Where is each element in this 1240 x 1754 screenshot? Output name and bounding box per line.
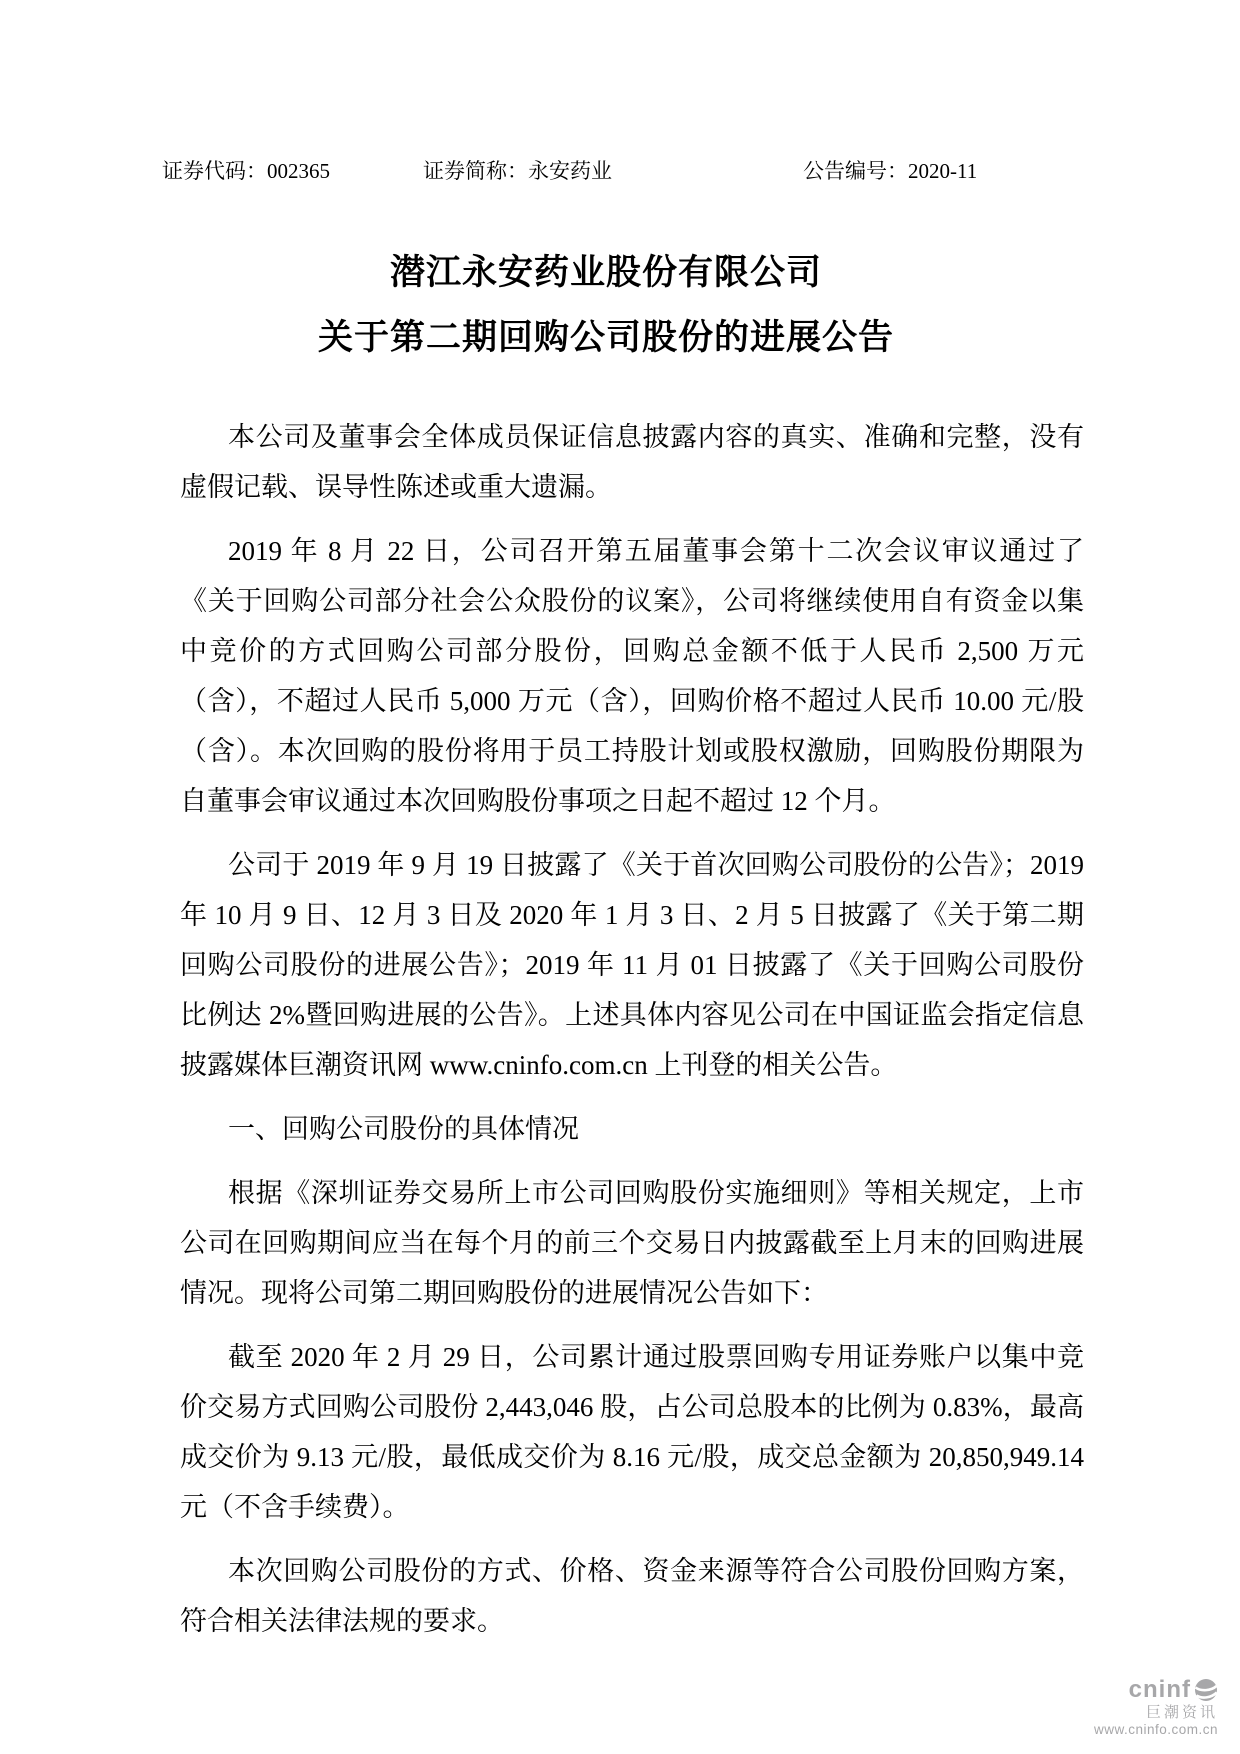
cninfo-brand-name: 巨潮资讯	[1145, 1703, 1218, 1721]
document-body	[180, 412, 1084, 1660]
disclosure-history-paragraph: 公司于 2019 年 9 月 19 日披露了《关于首次回购公司股份的公告》；2019 年 10 月 9 日、12 月 3 日及 2020 年 1 月 3 日、2 月 5 日披露了《关于第二期回购公司股份的进展公告》；2019 年 11 月 01 日披露了《关于回购公司股份比例达 2%暨回购进展的公告》。上述具体内容见公司在中国证监会指定信息披露媒体巨潮资讯网 www.cninfo.com.cn 上刊登的相关公告。	[180, 850, 1084, 1080]
stock-code: 证券代码：002365	[162, 159, 330, 183]
section-heading: 一、回购公司股份的具体情况	[228, 1114, 579, 1144]
document-title-block	[0, 240, 1226, 370]
cninfo-logo-text: cninf	[1128, 1675, 1191, 1703]
document-meta-row	[162, 156, 1084, 190]
compliance-paragraph: 本次回购公司股份的方式、价格、资金来源等符合公司股份回购方案，符合相关法律法规的要求。	[180, 1556, 1084, 1636]
cninfo-watermark	[1093, 1675, 1218, 1737]
cninfo-url: www.cninfo.com.cn	[1093, 1721, 1218, 1737]
board-resolution-paragraph: 2019 年 8 月 22 日，公司召开第五届董事会第十二次会议审议通过了《关于回购公司部分社会公众股份的议案》，公司将继续使用自有资金以集中竞价的方式回购公司部分股份，回购总金额不低于人民币 2,500 万元（含），不超过人民币 5,000 万元（含），回购价格不超过人民币 10.00 元/股（含）。本次回购的股份将用于员工持股计划或股权激励，回购股份期限为自董事会审议通过本次回购股份事项之日起不超过 12 个月。	[180, 536, 1084, 816]
rules-basis-paragraph: 根据《深圳证券交易所上市公司回购股份实施细则》等相关规定，上市公司在回购期间应当在每个月的前三个交易日内披露截至上月末的回购进展情况。现将公司第二期回购股份的进展情况公告如下：	[180, 1178, 1084, 1308]
repurchase-progress-paragraph: 截至 2020 年 2 月 29 日，公司累计通过股票回购专用证券账户以集中竞价交易方式回购公司股份 2,443,046 股，占公司总股本的比例为 0.83%，最高成交价为 9.13 元/股，最低成交价为 8.16 元/股，成交总金额为 20,850,949.14 元（不含手续费）。	[180, 1342, 1084, 1522]
announcement-number: 公告编号：2020-11	[803, 159, 978, 183]
announcement-title: 关于第二期回购公司股份的进展公告	[317, 318, 894, 357]
cninfo-swirl-icon	[1194, 1678, 1218, 1702]
stock-short-name: 证券简称：永安药业	[423, 159, 612, 183]
company-name-title: 潜江永安药业股份有限公司	[389, 253, 822, 292]
cninfo-logo-row	[1094, 1675, 1218, 1703]
statement-paragraph: 本公司及董事会全体成员保证信息披露内容的真实、准确和完整，没有虚假记载、误导性陈述或重大遗漏。	[180, 422, 1084, 502]
